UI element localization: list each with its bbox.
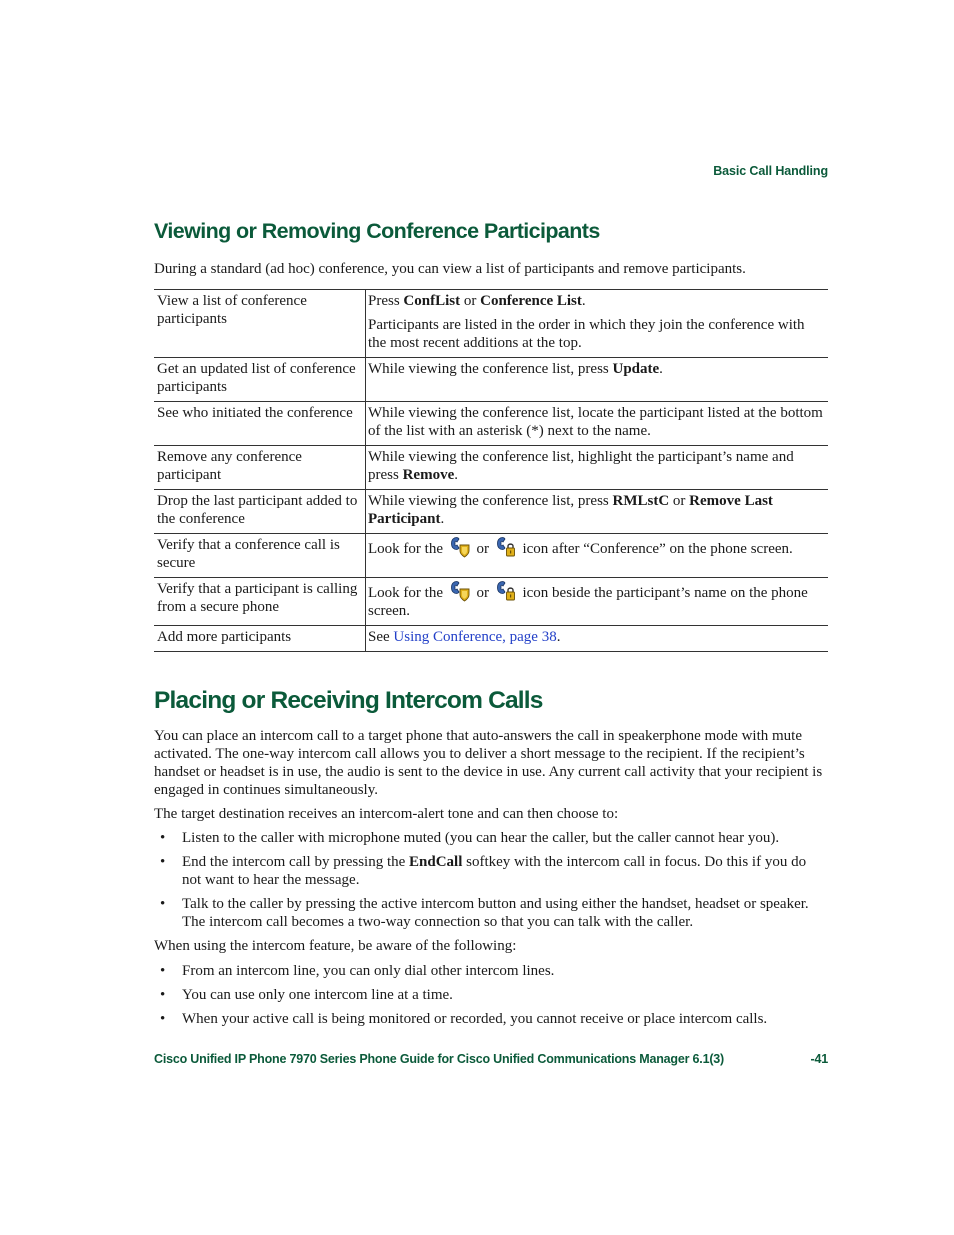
task-cell: See who initiated the conference: [154, 402, 366, 446]
softkey-label: Update: [612, 361, 660, 377]
list-item: • Listen to the caller with microphone muted (you can hear the caller, but the caller cannot hear you).: [160, 830, 780, 846]
softkey-label: ConfList: [403, 293, 461, 309]
softkey-label: RMLstC: [612, 493, 670, 509]
instruction-cell: While viewing the conference list, press RMLstC or Remove Last Participant.: [366, 490, 829, 534]
list-item: • End the intercom call by pressing the EndCall softkey with the intercom call in focus. Do this if you do not want to hear the message.: [160, 854, 807, 888]
softkey-label: EndCall: [409, 854, 463, 870]
cross-reference-link[interactable]: Using Conference, page 38: [393, 629, 557, 645]
task-cell: Drop the last participant added to the conference: [154, 490, 366, 534]
table-row: [154, 290, 828, 358]
page-footer: [154, 1052, 828, 1066]
table-row: [154, 626, 828, 652]
note-text: Participants are listed in the order in which they join the conference with the most recent additions at the top.: [368, 317, 805, 351]
instruction-cell: While viewing the conference list, press Update.: [366, 358, 829, 402]
list-item: • You can use only one intercom line at a time.: [160, 987, 453, 1003]
encrypted-shield-icon: [449, 580, 471, 602]
task-cell: Get an updated list of conference participants: [154, 358, 366, 402]
table-row: [154, 358, 828, 402]
footer-title: Cisco Unified IP Phone 7970 Series Phone Guide for Cisco Unified Communications Manager 6.1(3): [154, 1052, 724, 1066]
page-content: [154, 214, 828, 1034]
instruction-cell: Look for the or icon after “Conference” on the phone screen.: [366, 534, 829, 578]
instruction-cell: While viewing the conference list, highlight the participant’s name and press Remove.: [366, 446, 829, 490]
list-item: • From an intercom line, you can only dial other intercom lines.: [160, 963, 555, 979]
softkey-label: Conference List: [480, 293, 582, 309]
body-paragraph: You can place an intercom call to a target phone that auto-answers the call in speakerphone mode with mute activated. The one-way intercom call allows you to deliver a short message to the recipient. If the recipient’s handset or headset is in use, the audio is sent to the device in use. Any current call activity that your recipient is engaged in continues simultaneously.: [154, 728, 823, 798]
list-item: • When your active call is being monitored or recorded, you cannot receive or place intercom calls.: [160, 1011, 768, 1027]
intercom-section: [154, 682, 828, 1028]
encrypted-shield-icon: [449, 536, 471, 558]
instruction-cell: While viewing the conference list, locate the participant listed at the bottom of the list with an asterisk (*) next to the name.: [366, 402, 829, 446]
list-item: • Talk to the caller by pressing the active intercom button and using either the handset, headset or speaker. The intercom call becomes a two-way connection so that you can talk with the caller.: [160, 896, 809, 930]
conference-task-table: [154, 289, 828, 652]
section-title: Placing or Receiving Intercom Calls: [154, 687, 543, 714]
softkey-label: Remove: [402, 467, 455, 483]
authenticated-lock-icon: [495, 580, 517, 602]
table-row: [154, 490, 828, 534]
softkey-label: Remove Last Participant: [368, 493, 773, 527]
body-paragraph: The target destination receives an intercom-alert tone and can then choose to:: [154, 806, 619, 822]
task-cell: Remove any conference participant: [154, 446, 366, 490]
authenticated-lock-icon: [495, 536, 517, 558]
note-list: [154, 962, 828, 1028]
instruction-cell: See Using Conference, page 38.: [366, 626, 829, 652]
choice-list: [154, 829, 828, 931]
table-row: [154, 402, 828, 446]
section-intro: During a standard (ad hoc) conference, you can view a list of participants and remove participants.: [154, 261, 746, 277]
table-row: [154, 446, 828, 490]
section-title: Viewing or Removing Conference Participants: [154, 219, 600, 243]
task-cell: Add more participants: [154, 626, 366, 652]
table-row: [154, 534, 828, 578]
running-head: Basic Call Handling: [713, 164, 828, 178]
body-paragraph: When using the intercom feature, be aware of the following:: [154, 938, 517, 954]
task-cell: Verify that a participant is calling from a secure phone: [154, 578, 366, 626]
table-row: [154, 578, 828, 626]
page-number: -41: [810, 1052, 828, 1066]
instruction-cell: Look for the or icon beside the participant’s name on the phone screen.: [366, 578, 829, 626]
instruction-cell: Press ConfList or Conference List. Participants are listed in the order in which they join the conference with the most recent additions at the top.: [366, 290, 829, 358]
task-cell: Verify that a conference call is secure: [154, 534, 366, 578]
task-cell: View a list of conference participants: [154, 290, 366, 358]
